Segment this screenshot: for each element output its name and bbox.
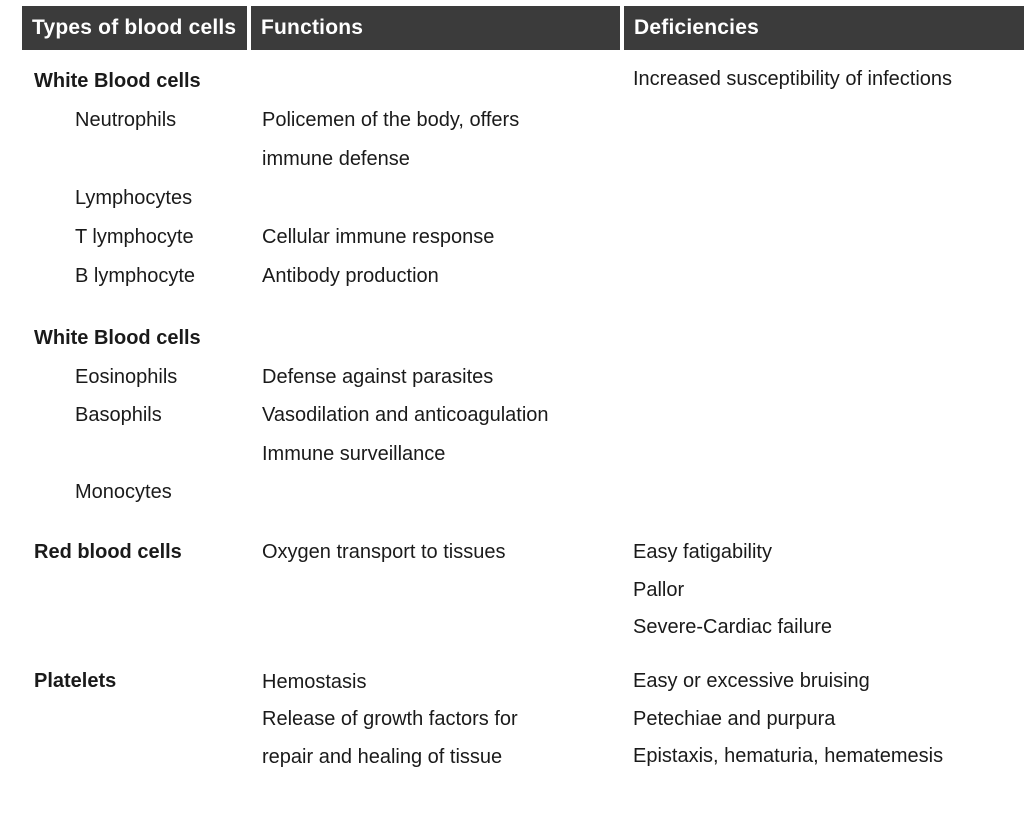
b-lymphocyte-label: B lymphocyte <box>75 265 196 287</box>
header-label: Functions <box>261 16 364 39</box>
eosinophils-label: Eosinophils <box>75 366 178 388</box>
rbc-deficiency-3: Severe-Cardiac failure <box>633 616 832 638</box>
basophils-label: Basophils <box>75 404 162 426</box>
platelets-function-2-line1: Release of growth factors for <box>262 708 518 730</box>
wbc-title-2: White Blood cells <box>34 327 201 349</box>
rbc-function: Oxygen transport to tissues <box>262 541 506 563</box>
neutrophils-function-line1: Policemen of the body, offers <box>262 109 520 131</box>
basophils-function: Vasodilation and anticoagulation <box>262 404 549 426</box>
header-types-of-blood-cells <box>22 6 247 50</box>
platelets-title: Platelets <box>34 670 117 692</box>
t-lymphocyte-label: T lymphocyte <box>75 226 194 248</box>
wbc-deficiency: Increased susceptibility of infections <box>633 68 953 90</box>
header-deficiencies <box>624 6 1024 50</box>
header-functions <box>251 6 620 50</box>
wbc-title-1: White Blood cells <box>34 70 201 92</box>
platelets-deficiency-2: Petechiae and purpura <box>633 708 836 730</box>
rbc-deficiency-2: Pallor <box>633 579 685 601</box>
rbc-deficiency-1: Easy fatigability <box>633 541 772 563</box>
immune-surveillance-function: Immune surveillance <box>262 443 446 465</box>
eosinophils-function: Defense against parasites <box>262 366 494 388</box>
header-label: Types of blood cells <box>32 16 237 39</box>
platelets-function-2-line2: repair and healing of tissue <box>262 746 503 768</box>
t-lymphocyte-function: Cellular immune response <box>262 226 495 248</box>
platelets-function-1: Hemostasis <box>262 671 367 693</box>
neutrophils-function-line2: immune defense <box>262 148 410 170</box>
rbc-title: Red blood cells <box>34 541 182 563</box>
platelets-deficiency-1: Easy or excessive bruising <box>633 670 870 692</box>
platelets-deficiency-3: Epistaxis, hematuria, hematemesis <box>633 745 944 767</box>
neutrophils-label: Neutrophils <box>75 109 177 131</box>
monocytes-label: Monocytes <box>75 481 172 503</box>
header-label: Deficiencies <box>634 16 759 39</box>
b-lymphocyte-function: Antibody production <box>262 265 439 287</box>
lymphocytes-label: Lymphocytes <box>75 187 193 209</box>
